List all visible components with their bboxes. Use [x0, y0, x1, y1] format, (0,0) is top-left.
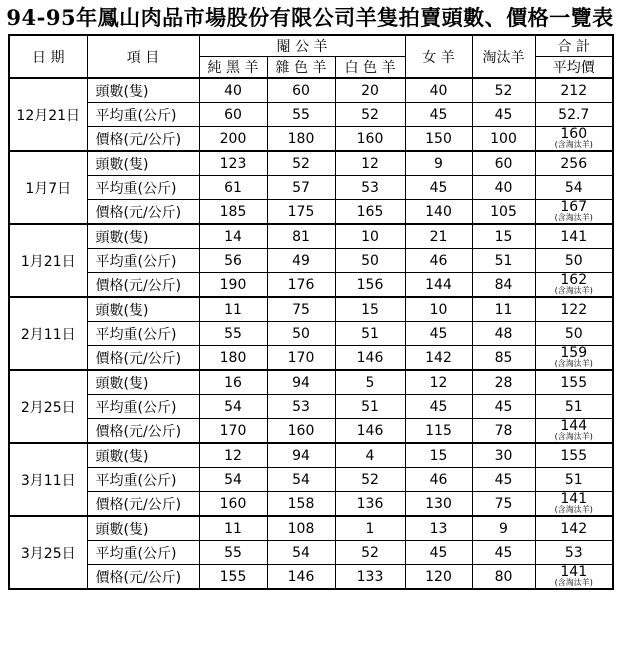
item-cell: 平均重(公斤): [87, 541, 199, 565]
value-cell: 20: [335, 78, 405, 103]
value-cell: 16: [199, 370, 267, 395]
value-cell: 45: [472, 395, 535, 419]
price-note: (含淘汰羊): [554, 432, 593, 441]
item-cell: 頭數(隻): [87, 78, 199, 103]
value-cell: 60: [267, 78, 335, 103]
value-cell: 1: [335, 516, 405, 541]
value-cell: 11: [199, 297, 267, 322]
value-cell: 60: [472, 151, 535, 176]
value-cell: 40: [472, 176, 535, 200]
value-cell: 136: [335, 492, 405, 517]
value-cell: 12: [335, 151, 405, 176]
value-cell: 55: [267, 103, 335, 127]
table-row: [9, 273, 613, 298]
header-black: 純 黑 羊: [199, 57, 267, 79]
table-row: [9, 419, 613, 444]
item-cell: 頭數(隻): [87, 370, 199, 395]
value-cell: 200: [199, 127, 267, 152]
value-cell: 75: [267, 297, 335, 322]
value-cell: 81: [267, 224, 335, 249]
value-cell: 52: [335, 541, 405, 565]
table-row: [9, 468, 613, 492]
price-note: (含淘汰羊): [554, 213, 593, 222]
header-mixed: 雜 色 羊: [267, 57, 335, 79]
total-price-cell: [535, 492, 613, 517]
table-row: [9, 443, 613, 468]
value-cell: 180: [199, 346, 267, 371]
value-cell: 141: [535, 224, 613, 249]
value-cell: 108: [267, 516, 335, 541]
table-row: [9, 151, 613, 176]
value-cell: 256: [535, 151, 613, 176]
table-row: [9, 322, 613, 346]
value-cell: 40: [199, 78, 267, 103]
value-cell: 50: [267, 322, 335, 346]
item-cell: 平均重(公斤): [87, 249, 199, 273]
value-cell: 40: [405, 78, 472, 103]
value-cell: 140: [405, 200, 472, 225]
table-row: [9, 224, 613, 249]
item-cell: 價格(元/公斤): [87, 346, 199, 371]
value-cell: 45: [472, 103, 535, 127]
total-price-value: 159: [560, 345, 588, 361]
value-cell: 45: [405, 322, 472, 346]
item-cell: 價格(元/公斤): [87, 273, 199, 298]
item-cell: 價格(元/公斤): [87, 492, 199, 517]
value-cell: 146: [267, 565, 335, 590]
value-cell: 10: [335, 224, 405, 249]
date-cell: 2月25日: [9, 370, 87, 443]
value-cell: 51: [335, 322, 405, 346]
value-cell: 57: [267, 176, 335, 200]
table-row: [9, 297, 613, 322]
value-cell: 11: [472, 297, 535, 322]
value-cell: 94: [267, 370, 335, 395]
value-cell: 156: [335, 273, 405, 298]
value-cell: 61: [199, 176, 267, 200]
value-cell: 4: [335, 443, 405, 468]
total-price-cell: [535, 273, 613, 298]
total-price-cell: [535, 346, 613, 371]
item-cell: 頭數(隻): [87, 151, 199, 176]
item-cell: 平均重(公斤): [87, 395, 199, 419]
price-note: (含淘汰羊): [554, 140, 593, 149]
value-cell: 46: [405, 249, 472, 273]
value-cell: 170: [199, 419, 267, 444]
total-price-value: 144: [560, 418, 588, 434]
item-cell: 平均重(公斤): [87, 322, 199, 346]
header-item: 項 目: [87, 35, 199, 78]
value-cell: 51: [535, 395, 613, 419]
value-cell: 160: [267, 419, 335, 444]
value-cell: 12: [405, 370, 472, 395]
value-cell: 130: [405, 492, 472, 517]
value-cell: 9: [405, 151, 472, 176]
value-cell: 53: [335, 176, 405, 200]
total-price-value: 167: [560, 199, 588, 215]
value-cell: 10: [405, 297, 472, 322]
value-cell: 13: [405, 516, 472, 541]
price-note: (含淘汰羊): [554, 286, 593, 295]
date-cell: 2月11日: [9, 297, 87, 370]
value-cell: 9: [472, 516, 535, 541]
value-cell: 30: [472, 443, 535, 468]
value-cell: 15: [335, 297, 405, 322]
value-cell: 52: [335, 468, 405, 492]
header-castrated-group: 閹 公 羊: [199, 35, 405, 57]
value-cell: 53: [267, 395, 335, 419]
value-cell: 160: [335, 127, 405, 152]
total-price-cell: [535, 200, 613, 225]
table-row: [9, 541, 613, 565]
date-cell: 3月25日: [9, 516, 87, 589]
table-row: [9, 370, 613, 395]
value-cell: 28: [472, 370, 535, 395]
value-cell: 185: [199, 200, 267, 225]
value-cell: 120: [405, 565, 472, 590]
value-cell: 45: [472, 541, 535, 565]
item-cell: 頭數(隻): [87, 516, 199, 541]
table-row: [9, 249, 613, 273]
value-cell: 144: [405, 273, 472, 298]
table-row: [9, 200, 613, 225]
value-cell: 133: [335, 565, 405, 590]
value-cell: 155: [535, 443, 613, 468]
header-total-line2: 平均價: [535, 57, 613, 79]
item-cell: 平均重(公斤): [87, 103, 199, 127]
value-cell: 158: [267, 492, 335, 517]
value-cell: 94: [267, 443, 335, 468]
table-row: [9, 395, 613, 419]
value-cell: 60: [199, 103, 267, 127]
auction-table: [8, 34, 614, 590]
date-cell: 1月21日: [9, 224, 87, 297]
value-cell: 56: [199, 249, 267, 273]
date-cell: 3月11日: [9, 443, 87, 516]
value-cell: 78: [472, 419, 535, 444]
price-note: (含淘汰羊): [554, 505, 593, 514]
value-cell: 142: [535, 516, 613, 541]
value-cell: 160: [199, 492, 267, 517]
total-price-cell: [535, 127, 613, 152]
date-cell: 1月7日: [9, 151, 87, 224]
value-cell: 45: [405, 395, 472, 419]
value-cell: 50: [535, 322, 613, 346]
value-cell: 155: [535, 370, 613, 395]
total-price-cell: [535, 419, 613, 444]
table-row: [9, 346, 613, 371]
value-cell: 170: [267, 346, 335, 371]
price-note: (含淘汰羊): [554, 578, 593, 587]
value-cell: 100: [472, 127, 535, 152]
header-female: 女 羊: [405, 35, 472, 78]
value-cell: 84: [472, 273, 535, 298]
value-cell: 54: [535, 176, 613, 200]
value-cell: 53: [535, 541, 613, 565]
value-cell: 85: [472, 346, 535, 371]
value-cell: 80: [472, 565, 535, 590]
total-price-value: 160: [560, 126, 588, 142]
value-cell: 15: [405, 443, 472, 468]
item-cell: 平均重(公斤): [87, 468, 199, 492]
value-cell: 180: [267, 127, 335, 152]
value-cell: 5: [335, 370, 405, 395]
header-culled: 淘汰羊: [472, 35, 535, 78]
value-cell: 50: [335, 249, 405, 273]
value-cell: 51: [535, 468, 613, 492]
value-cell: 48: [472, 322, 535, 346]
item-cell: 頭數(隻): [87, 297, 199, 322]
value-cell: 75: [472, 492, 535, 517]
item-cell: 頭數(隻): [87, 224, 199, 249]
value-cell: 54: [267, 468, 335, 492]
value-cell: 146: [335, 419, 405, 444]
value-cell: 54: [199, 395, 267, 419]
value-cell: 15: [472, 224, 535, 249]
value-cell: 52.7: [535, 103, 613, 127]
date-cell: 12月21日: [9, 78, 87, 151]
table-row: [9, 565, 613, 590]
value-cell: 122: [535, 297, 613, 322]
item-cell: 平均重(公斤): [87, 176, 199, 200]
total-price-value: 141: [560, 564, 588, 580]
value-cell: 105: [472, 200, 535, 225]
value-cell: 55: [199, 541, 267, 565]
value-cell: 190: [199, 273, 267, 298]
value-cell: 49: [267, 249, 335, 273]
value-cell: 11: [199, 516, 267, 541]
value-cell: 123: [199, 151, 267, 176]
value-cell: 14: [199, 224, 267, 249]
value-cell: 142: [405, 346, 472, 371]
value-cell: 45: [405, 541, 472, 565]
value-cell: 46: [405, 468, 472, 492]
value-cell: 52: [267, 151, 335, 176]
item-cell: 價格(元/公斤): [87, 200, 199, 225]
header-date: 日 期: [9, 35, 87, 78]
price-note: (含淘汰羊): [554, 359, 593, 368]
value-cell: 165: [335, 200, 405, 225]
value-cell: 146: [335, 346, 405, 371]
value-cell: 45: [405, 176, 472, 200]
total-price-cell: [535, 565, 613, 590]
value-cell: 55: [199, 322, 267, 346]
item-cell: 頭數(隻): [87, 443, 199, 468]
value-cell: 51: [472, 249, 535, 273]
value-cell: 45: [405, 103, 472, 127]
item-cell: 價格(元/公斤): [87, 127, 199, 152]
value-cell: 212: [535, 78, 613, 103]
item-cell: 價格(元/公斤): [87, 565, 199, 590]
value-cell: 175: [267, 200, 335, 225]
table-row: [9, 127, 613, 152]
table-row: [9, 78, 613, 103]
total-price-value: 141: [560, 491, 588, 507]
value-cell: 51: [335, 395, 405, 419]
value-cell: 12: [199, 443, 267, 468]
value-cell: 54: [199, 468, 267, 492]
header-total-line1: 合 計: [535, 35, 613, 57]
value-cell: 45: [472, 468, 535, 492]
value-cell: 150: [405, 127, 472, 152]
total-price-value: 162: [560, 272, 588, 288]
value-cell: 54: [267, 541, 335, 565]
value-cell: 176: [267, 273, 335, 298]
value-cell: 50: [535, 249, 613, 273]
table-row: [9, 492, 613, 517]
table-row: [9, 176, 613, 200]
table-row: [9, 516, 613, 541]
item-cell: 價格(元/公斤): [87, 419, 199, 444]
table-row: [9, 103, 613, 127]
value-cell: 155: [199, 565, 267, 590]
value-cell: 52: [335, 103, 405, 127]
value-cell: 52: [472, 78, 535, 103]
value-cell: 21: [405, 224, 472, 249]
header-white: 白 色 羊: [335, 57, 405, 79]
table-title: 94-95年鳳山肉品市場股份有限公司羊隻拍賣頭數、價格一覽表: [6, 5, 614, 30]
value-cell: 115: [405, 419, 472, 444]
